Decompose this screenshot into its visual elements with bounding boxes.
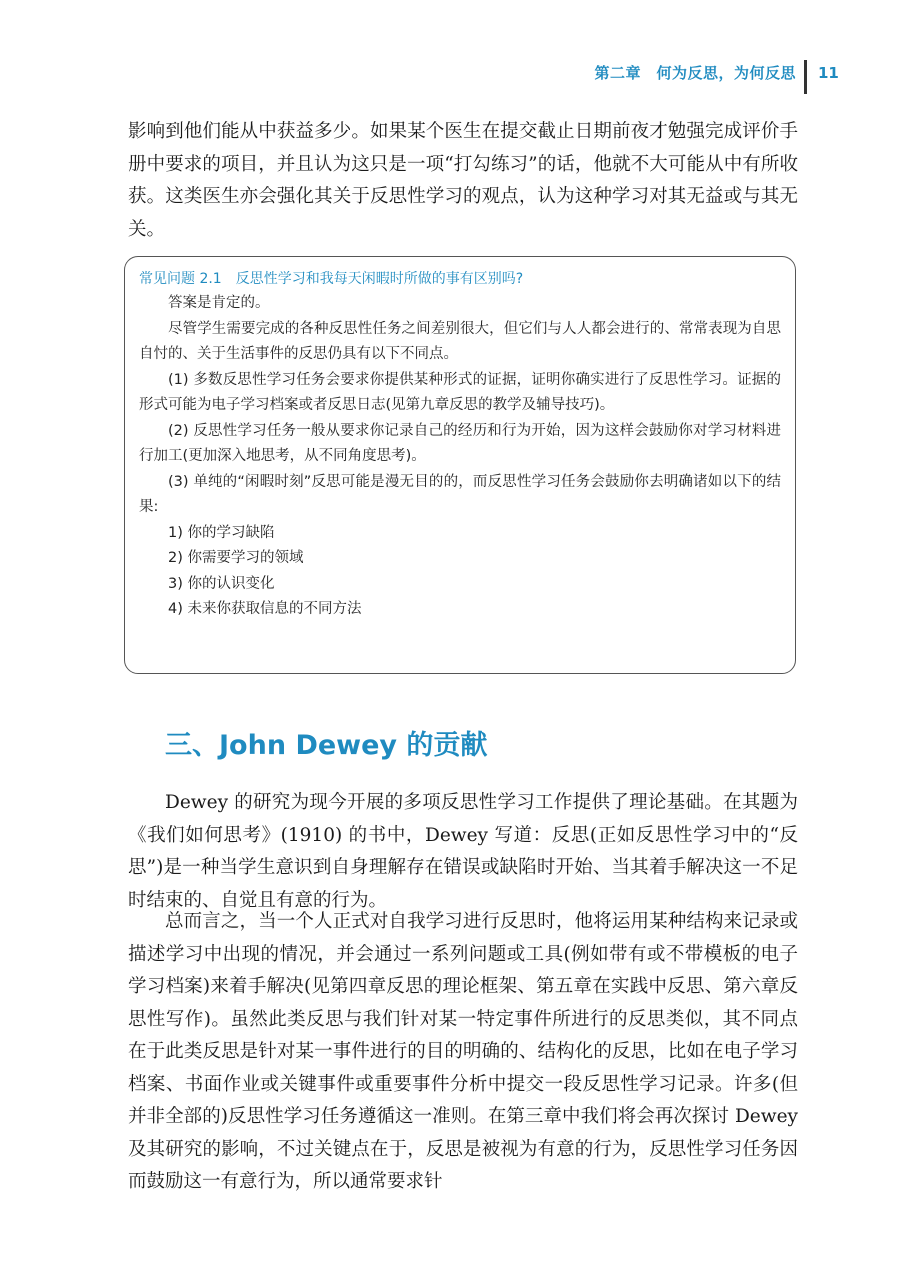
- header-divider: [804, 60, 807, 94]
- list-item: 2) 你需要学习的领域: [168, 550, 304, 566]
- faq-point-3: (3) 单纯的“闲暇时刻”反思可能是漫无目的的，而反思性学习任务会鼓励你去明确诸如以下的结果:: [139, 473, 781, 515]
- faq-answer: 答案是肯定的。: [168, 295, 270, 311]
- list-item: 3) 你的认识变化: [168, 575, 275, 592]
- section-paragraph-2: 总而言之，当一个人正式对自我学习进行反思时，他将运用某种结构来记录或描述学习中出现的情况，并会通过一系列问题或工具(例如带有或不带模板的电子学习档案)来着手解决(见第四章反思的理论框架、第五章在实践中反思、第六章反思性写作)。虽然此类反思与我们针对某一特定事件所进行的反思类似，其不同点在于此类反思是针对某一事件进行的目的明确的、结构化的反思，比如在电子学习档案、书面作业或关键事件或重要事件分析中提交一段反思性学习记录。许多(但并非全部的)反思性学习任务遵循这一准则。在第三章中我们将会再次探讨 Dewey 及其研究的影响，不过关键点在于，反思是被视为有意的行为，反思性学习任务因而鼓励这一有意行为，所以通常要求针: [128, 911, 798, 1192]
- faq-lead: 尽管学生需要完成的各种反思性任务之间差别很大，但它们与人人都会进行的、常常表现为自思自忖的、关于生活事件的反思仍具有以下不同点。: [139, 320, 781, 362]
- chapter-title: 第二章 何为反思，为何反思: [594, 64, 796, 82]
- list-item: 4) 未来你获取信息的不同方法: [168, 601, 362, 617]
- list-item: 1) 你的学习缺陷: [168, 524, 275, 541]
- faq-point-1: (1) 多数反思性学习任务会要求你提供某种形式的证据，证明你确实进行了反思性学习。证据的形式可能为电子学习档案或者反思日志(见第九章反思的教学及辅导技巧)。: [139, 371, 781, 413]
- faq-point-2: (2) 反思性学习任务一般从要求你记录自己的经历和行为开始，因为这样会鼓励你对学习材料进行加工(更加深入地思考，从不同角度思考)。: [139, 422, 781, 464]
- faq-title: 常见问题 2.1 反思性学习和我每天闲暇时所做的事有区别吗?: [139, 271, 524, 287]
- intro-paragraph: 影响到他们能从中获益多少。如果某个医生在提交截止日期前夜才勉强完成评价手册中要求的项目，并且认为这只是一项“打勾练习”的话，他就不大可能从中有所收获。这类医生亦会强化其关于反思性学习的观点，认为这种学习对其无益或与其无关。: [128, 121, 798, 240]
- section-heading: 三、John Dewey 的贡献: [165, 730, 488, 761]
- section-paragraph-1: Dewey 的研究为现今开展的多项反思性学习工作提供了理论基础。在其题为《我们如何思考》(1910) 的书中，Dewey 写道：反思(正如反思性学习中的“反思”)是一种当学生意识到自身理解存在错误或缺陷时开始、当其着手解决这一不足时结束的、自觉且有意的行为。: [128, 792, 798, 911]
- page-number: 11: [818, 64, 839, 82]
- faq-box: [124, 256, 796, 674]
- running-head: [0, 62, 900, 92]
